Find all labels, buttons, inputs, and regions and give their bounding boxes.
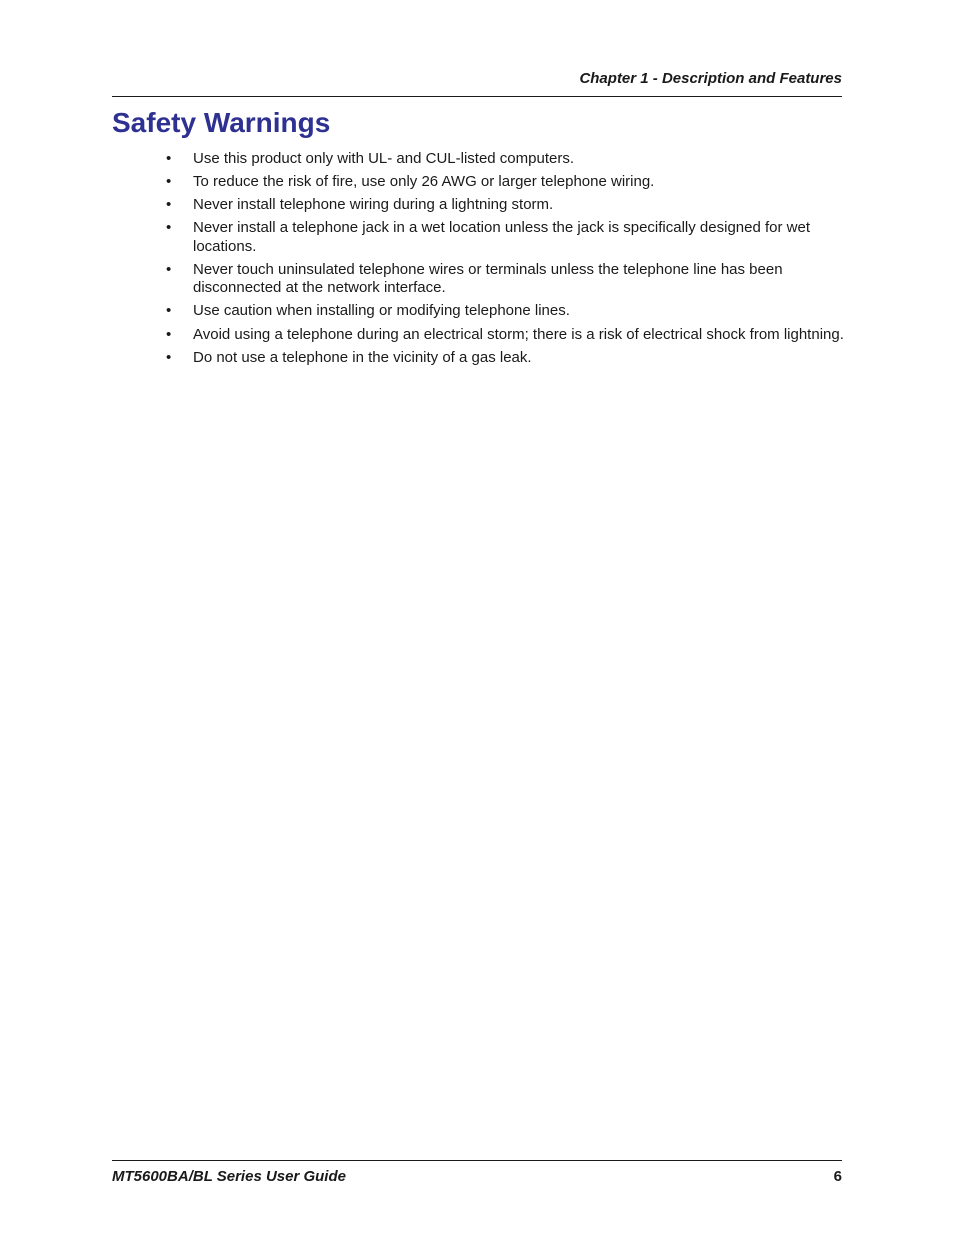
warning-text: Never install a telephone jack in a wet location unless the jack is specifically designed for wet locations. (193, 219, 810, 255)
warning-text: Use this product only with UL- and CUL-listed computers. (193, 150, 574, 167)
chapter-title: Chapter 1 - Description and Features (579, 70, 842, 87)
list-item (166, 302, 846, 321)
bullet: • (166, 325, 172, 343)
warning-text: Do not use a telephone in the vicinity of a gas leak. (193, 348, 532, 366)
warning-text: Avoid using a telephone during an electrical storm; there is a risk of electrical shock from lightning. (193, 325, 844, 343)
list-item (166, 326, 846, 345)
bullet: • (166, 302, 172, 320)
warning-text: To reduce the risk of fire, use only 26 AWG or larger telephone wiring. (193, 173, 655, 191)
bullet: • (166, 260, 172, 278)
warning-text: Never touch uninsulated telephone wires or terminals unless the telephone line has been disconnected at the network interface. (193, 260, 783, 297)
bullet: • (166, 150, 172, 167)
list-item (166, 196, 846, 215)
warning-text: Use caution when installing or modifying telephone lines. (193, 302, 570, 320)
bullet: • (166, 219, 172, 237)
list-item (166, 349, 846, 368)
page-header (112, 70, 842, 97)
safety-warnings-list (166, 150, 846, 372)
page-number: 6 (833, 1168, 842, 1185)
bullet: • (166, 173, 172, 191)
bullet: • (166, 196, 172, 214)
guide-title: MT5600BA/BL Series User Guide (112, 1168, 346, 1185)
list-item (166, 150, 846, 169)
list-item (166, 219, 846, 256)
bullet: • (166, 348, 172, 366)
list-item (166, 173, 846, 192)
section-title: Safety Warnings (112, 107, 331, 138)
page-footer (112, 1160, 842, 1191)
list-item (166, 261, 846, 298)
warning-text: Never install telephone wiring during a lightning storm. (193, 196, 554, 214)
